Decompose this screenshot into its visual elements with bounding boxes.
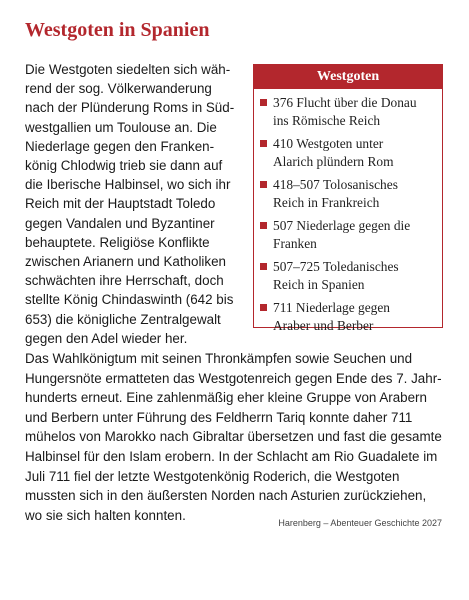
timeline-item-line: 418–507 Tolosanisches — [273, 177, 398, 192]
body-line: Halbinsel für den Islam erobern. In der Schlacht am Rio Guadalete im — [25, 448, 438, 464]
intro-line: stellte König Chindaswinth (642 bis — [25, 292, 234, 308]
square-bullet-icon — [260, 263, 267, 270]
timeline-item — [260, 176, 438, 211]
timeline-item — [260, 94, 438, 129]
timeline-item — [260, 217, 438, 252]
body-line: hunderts erneut. Eine zahlenmäßig eher kleine Gruppe von Arabern — [25, 390, 427, 406]
timeline-item-line: 507–725 Toledanisches — [273, 259, 399, 274]
body-line: und Berbern unter Führung des Feldherrn Tariq konnte daher 711 — [25, 409, 413, 425]
timeline-item-line: 507 Niederlage gegen die — [273, 218, 411, 233]
timeline-item-line: Alarich plündern Rom — [273, 153, 394, 169]
timeline-item — [260, 258, 438, 293]
square-bullet-icon — [260, 140, 267, 147]
intro-line: rend der sog. Völkerwanderung — [25, 81, 212, 97]
square-bullet-icon — [260, 99, 267, 106]
source-credit: Harenberg – Abenteuer Geschichte 2027 — [278, 518, 442, 528]
intro-line: gegen den Adel wieder her. — [25, 330, 188, 346]
intro-line: Die Westgoten siedelten sich wäh- — [25, 62, 231, 77]
body-line: Hungersnöte ermatteten das Westgotenreich gegen Ende des 7. Jahr- — [25, 370, 442, 386]
timeline-heading: Westgoten — [254, 65, 442, 89]
intro-line: könig Chlodwig trieb sie dann auf — [25, 158, 223, 174]
intro-line: nach der Plünderung Roms in Süd- — [25, 100, 235, 116]
intro-paragraph — [25, 60, 250, 348]
square-bullet-icon — [260, 304, 267, 311]
intro-line: behauptete. Religiöse Konflikte — [25, 234, 210, 250]
intro-line: 653) die königliche Zentralgewalt — [25, 311, 221, 327]
timeline-list — [254, 89, 442, 334]
intro-line: schwächten ihre Herrschaft, doch — [25, 273, 224, 289]
timeline-item-line: 711 Niederlage gegen — [273, 300, 390, 315]
square-bullet-icon — [260, 181, 267, 188]
intro-line: westgallien um Toulouse an. Die — [25, 119, 217, 135]
intro-line: Reich mit der Hauptstadt Toledo — [25, 196, 216, 212]
page-title: Westgoten in Spanien — [25, 19, 210, 41]
timeline-item — [260, 299, 438, 334]
timeline-box — [253, 64, 443, 333]
timeline-item-line: ins Römische Reich — [273, 112, 381, 128]
timeline-item-line: 376 Flucht über die Donau — [273, 95, 417, 110]
body-line: Das Wahlkönigtum mit seinen Thronkämpfen sowie Seuchen und — [25, 351, 413, 366]
body-line: wo sie sich halten konnten. — [25, 507, 186, 523]
timeline-item-line: Franken — [273, 235, 317, 251]
timeline-item-line: 410 Westgoten unter — [273, 136, 384, 151]
timeline-item-line: Reich in Spanien — [273, 276, 365, 292]
intro-line: gegen Vandalen und Byzantiner — [25, 215, 215, 231]
timeline-item-line: Araber und Berber — [273, 317, 374, 333]
body-line: Juli 711 fiel der letzte Westgotenkönig Roderich, die Westgoten — [25, 468, 400, 484]
square-bullet-icon — [260, 222, 267, 229]
body-line: mühelos von Marokko nach Gibraltar übersetzen und fast die gesamte — [25, 429, 442, 445]
body-line: mussten sich in den äußersten Norden nach Asturien zurückziehen, — [25, 488, 427, 504]
timeline-item — [260, 135, 438, 170]
timeline-item-line: Reich in Frankreich — [273, 194, 380, 210]
body-paragraph — [25, 349, 445, 525]
intro-line: zwischen Arianern und Katholiken — [25, 254, 226, 270]
intro-line: die Iberische Halbinsel, wo sich ihr — [25, 177, 231, 193]
intro-line: Niederlage gegen den Franken- — [25, 138, 215, 154]
